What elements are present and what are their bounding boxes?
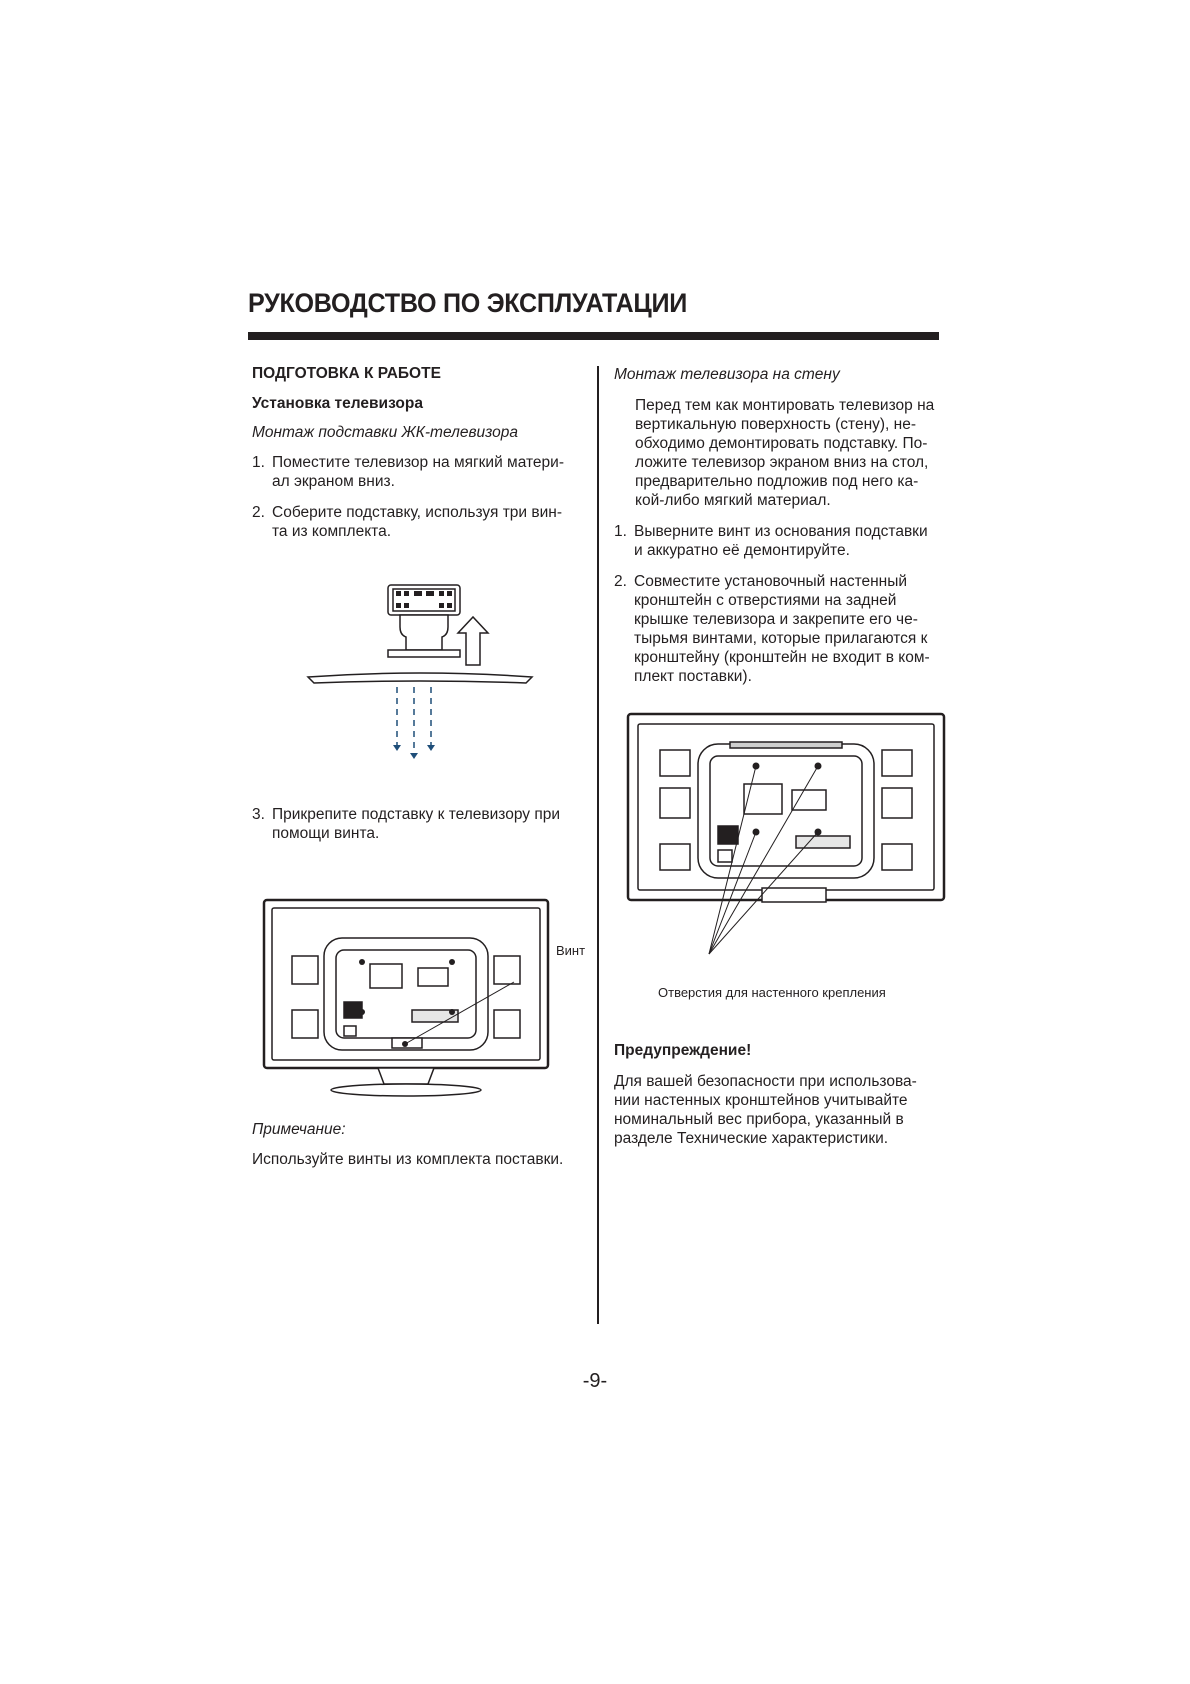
step-number: 2. <box>614 573 627 590</box>
intro-line: обходимо демонтировать подставку. По- <box>635 435 928 452</box>
step-line: Совместите установочный настенный <box>634 573 908 590</box>
wall-intro <box>635 396 952 510</box>
title-rule <box>248 332 939 340</box>
step-number: 1. <box>252 454 265 471</box>
step-line: кронштейну (кронштейн не входит в ком- <box>634 649 930 666</box>
step-line: Поместите телевизор на мягкий матери- <box>272 454 564 471</box>
wall-holes-caption: Отверстия для настенного крепления <box>658 985 886 1000</box>
step-number: 1. <box>614 523 627 540</box>
step-line: Соберите подставку, используя три вин- <box>272 504 562 521</box>
step-line: плект поставки). <box>634 668 752 685</box>
tv-back-wall-mount-illustration <box>626 712 948 962</box>
column-divider <box>597 366 599 1324</box>
step-line: крышке телевизора и закрепите его че- <box>634 611 918 628</box>
stand-assembly-illustration <box>300 575 540 775</box>
intro-line: кой-либо мягкий материал. <box>635 492 831 509</box>
step-line: тырьмя винтами, которые прилагаются к <box>634 630 928 647</box>
screw-label: Винт <box>556 943 586 958</box>
step-line: кронштейн с отверстиями на задней <box>634 592 897 609</box>
warning-line: разделе Технические характеристики. <box>614 1130 889 1147</box>
section-heading: ПОДГОТОВКА К РАБОТЕ <box>252 365 441 382</box>
intro-line: Перед тем как монтировать телевизор на <box>635 397 935 414</box>
stand-mount-title: Монтаж подставки ЖК-телевизора <box>252 424 519 441</box>
step-line: Прикрепите подставку к телевизору при <box>272 806 561 823</box>
warning-title: Предупреждение! <box>614 1042 752 1059</box>
warning-text <box>614 1072 952 1148</box>
step-line: Выверните винт из основания подставки <box>634 523 928 540</box>
warning-line: нии настенных кронштейнов учитывайте <box>614 1092 908 1109</box>
wall-step-1 <box>614 522 952 560</box>
stand-step-2 <box>252 503 589 541</box>
wall-step-2 <box>614 572 952 686</box>
intro-line: предварительно подложив под него ка- <box>635 473 919 490</box>
step-line: та из комплекта. <box>272 523 392 540</box>
intro-line: вертикальную поверхность (стену), не- <box>635 416 917 433</box>
step-line: и аккуратно её демонтируйте. <box>634 542 850 559</box>
note-title: Примечание: <box>252 1121 346 1138</box>
page-title: РУКОВОДСТВО ПО ЭКСПЛУАТАЦИИ <box>248 288 687 318</box>
note-text: Используйте винты из комплекта поставки. <box>252 1151 564 1168</box>
stand-step-3 <box>252 805 589 843</box>
subsection-heading: Установка телевизора <box>252 395 423 412</box>
stand-step-1 <box>252 453 589 491</box>
step-number: 2. <box>252 504 265 521</box>
warning-line: Для вашей безопасности при использова- <box>614 1073 917 1090</box>
intro-line: ложите телевизор экраном вниз на стол, <box>635 454 929 471</box>
step-line: помощи винта. <box>272 825 380 842</box>
step-number: 3. <box>252 806 265 823</box>
warning-line: номинальный вес прибора, указанный в <box>614 1111 904 1128</box>
step-line: ал экраном вниз. <box>272 473 395 490</box>
wall-mount-title: Монтаж телевизора на стену <box>614 366 840 383</box>
page-number: -9- <box>582 1370 608 1392</box>
tv-back-with-stand-illustration <box>262 898 552 1098</box>
